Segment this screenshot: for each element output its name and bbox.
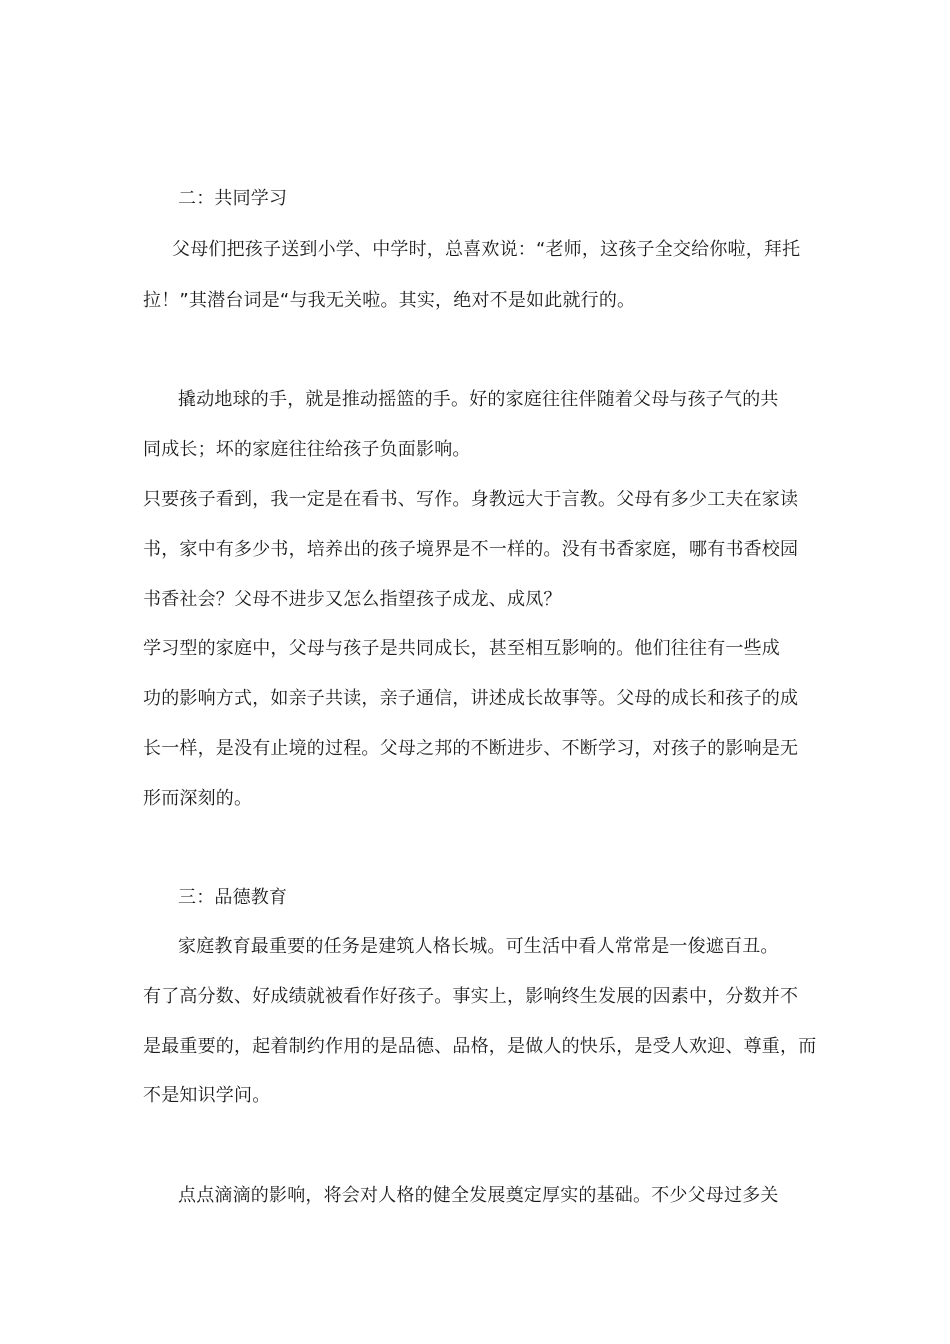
paragraph-line: 父母们把孩子送到小学、中学时，总喜欢说：“老师，这孩子全交给你啦，拜托 xyxy=(172,239,801,260)
paragraph-line: 不是知识学问。 xyxy=(143,1085,271,1106)
paragraph-line: 家庭教育最重要的任务是建筑人格长城。可生活中看人常常是一俊遮百丑。 xyxy=(178,936,779,957)
paragraph-line: 是最重要的，起着制约作用的是品德、品格，是做人的快乐，是受人欢迎、尊重，而 xyxy=(143,1036,817,1057)
paragraph-line: 长一样，是没有止境的过程。父母之邦的不断进步、不断学习，对孩子的影响是无 xyxy=(143,738,799,759)
paragraph-line: 拉！”其潜台词是“与我无关啦。其实，绝对不是如此就行的。 xyxy=(143,290,636,311)
paragraph-line: 有了高分数、好成绩就被看作好孩子。事实上，影响终生发展的因素中，分数并不 xyxy=(143,986,799,1007)
paragraph-line: 撬动地球的手，就是推动摇篮的手。好的家庭往往伴随着父母与孩子气的共 xyxy=(178,389,779,410)
paragraph-line: 书香社会？父母不进步又怎么指望孩子成龙、成凤？ xyxy=(143,589,562,610)
section-heading-learning: 二：共同学习 xyxy=(178,188,288,209)
paragraph-line: 只要孩子看到，我一定是在看书、写作。身教远大于言教。父母有多少工夫在家读 xyxy=(143,489,799,510)
paragraph-line: 形而深刻的。 xyxy=(143,788,253,809)
paragraph-line: 学习型的家庭中，父母与孩子是共同成长，甚至相互影响的。他们往往有一些成 xyxy=(143,638,780,659)
paragraph-line: 书，家中有多少书，培养出的孩子境界是不一样的。没有书香家庭，哪有书香校园 xyxy=(143,539,799,560)
paragraph-line: 同成长；坏的家庭往往给孩子负面影响。 xyxy=(143,439,471,460)
paragraph-line: 点点滴滴的影响，将会对人格的健全发展奠定厚实的基础。不少父母过多关 xyxy=(178,1185,779,1206)
paragraph-line: 功的影响方式，如亲子共读，亲子通信，讲述成长故事等。父母的成长和孩子的成 xyxy=(143,688,799,709)
section-heading-moral: 三：品德教育 xyxy=(178,887,288,908)
